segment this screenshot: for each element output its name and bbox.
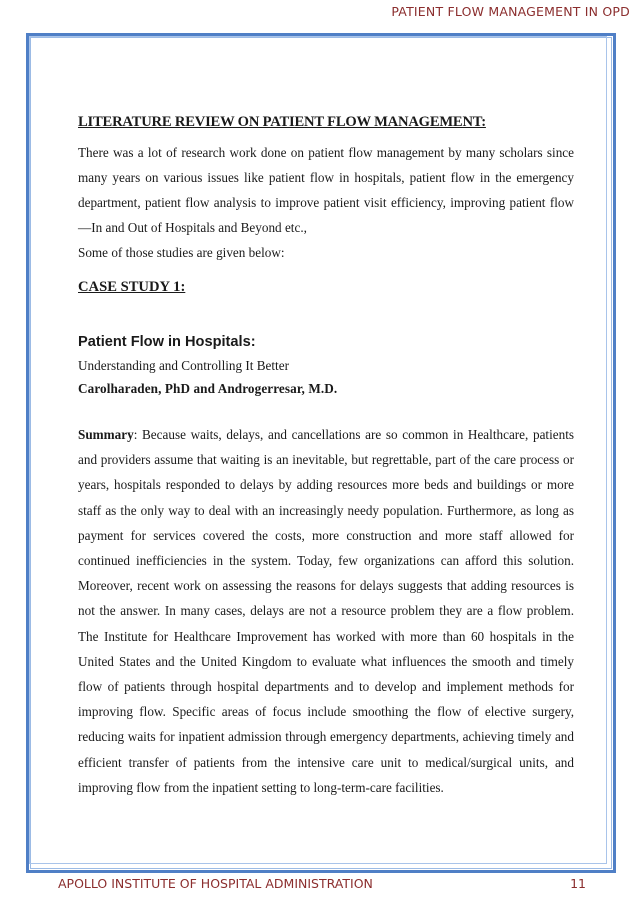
section-heading: LITERATURE REVIEW ON PATIENT FLOW MANAGEMENT: — [78, 114, 486, 130]
intro-paragraph: There was a lot of research work done on patient flow management by many scholars since many years on various issues like patient flow in hospitals, patient flow in the emergency department, patient flow analysis to improve patient visit efficiency, improving patient flow—In and Out of Hospitals and Beyond etc., — [78, 145, 574, 235]
intro-followup: Some of those studies are given below: — [78, 245, 285, 260]
summary-paragraph — [78, 422, 574, 800]
summary-text: : Because waits, delays, and cancellations are so common in Healthcare, patients and providers assume that waiting is an inevitable, but regrettable, part of the care process or years, hospitals responded to delays by adding resources more beds and buildings or more staff as the only way to deal with an increasingly needy population. Furthermore, as long as payment for services covered the costs, more construction and more staff allowed for continued inefficiencies in the system. Today, few organizations can afford this solution. Moreover, recent work on assessing the reasons for delays suggests that adding resources is not the answer. In many cases, delays are not a resource problem they are a flow problem. The Institute for Healthcare Improvement has worked with more than 60 hospitals in the United States and the United Kingdom to evaluate what influences the smooth and timely flow of patients through hospital departments and to develop and implement methods for improving flow. Specific areas of focus include smoothing the flow of elective surgery, reducing waits for inpatient admission through emergency departments, achieving timely and efficient transfer of patients from the intensive care unit to medical/surgical units, and improving flow from the inpatient setting to long-term-care facilities. — [78, 427, 574, 795]
case-study-subtitle: Understanding and Controlling It Better — [78, 358, 289, 373]
page-footer — [58, 876, 586, 891]
summary-label: Summary — [78, 427, 134, 442]
page-content — [78, 112, 574, 800]
case-study-authors: Carolharaden, PhD and Androgerresar, M.D. — [78, 381, 338, 396]
case-study-heading: CASE STUDY 1: — [78, 279, 186, 295]
footer-institution: APOLLO INSTITUTE OF HOSPITAL ADMINISTRATION — [58, 876, 373, 891]
page-number: 11 — [570, 876, 586, 891]
case-study-title: Patient Flow in Hospitals: — [78, 334, 256, 350]
running-header: PATIENT FLOW MANAGEMENT IN OPD — [391, 4, 630, 19]
